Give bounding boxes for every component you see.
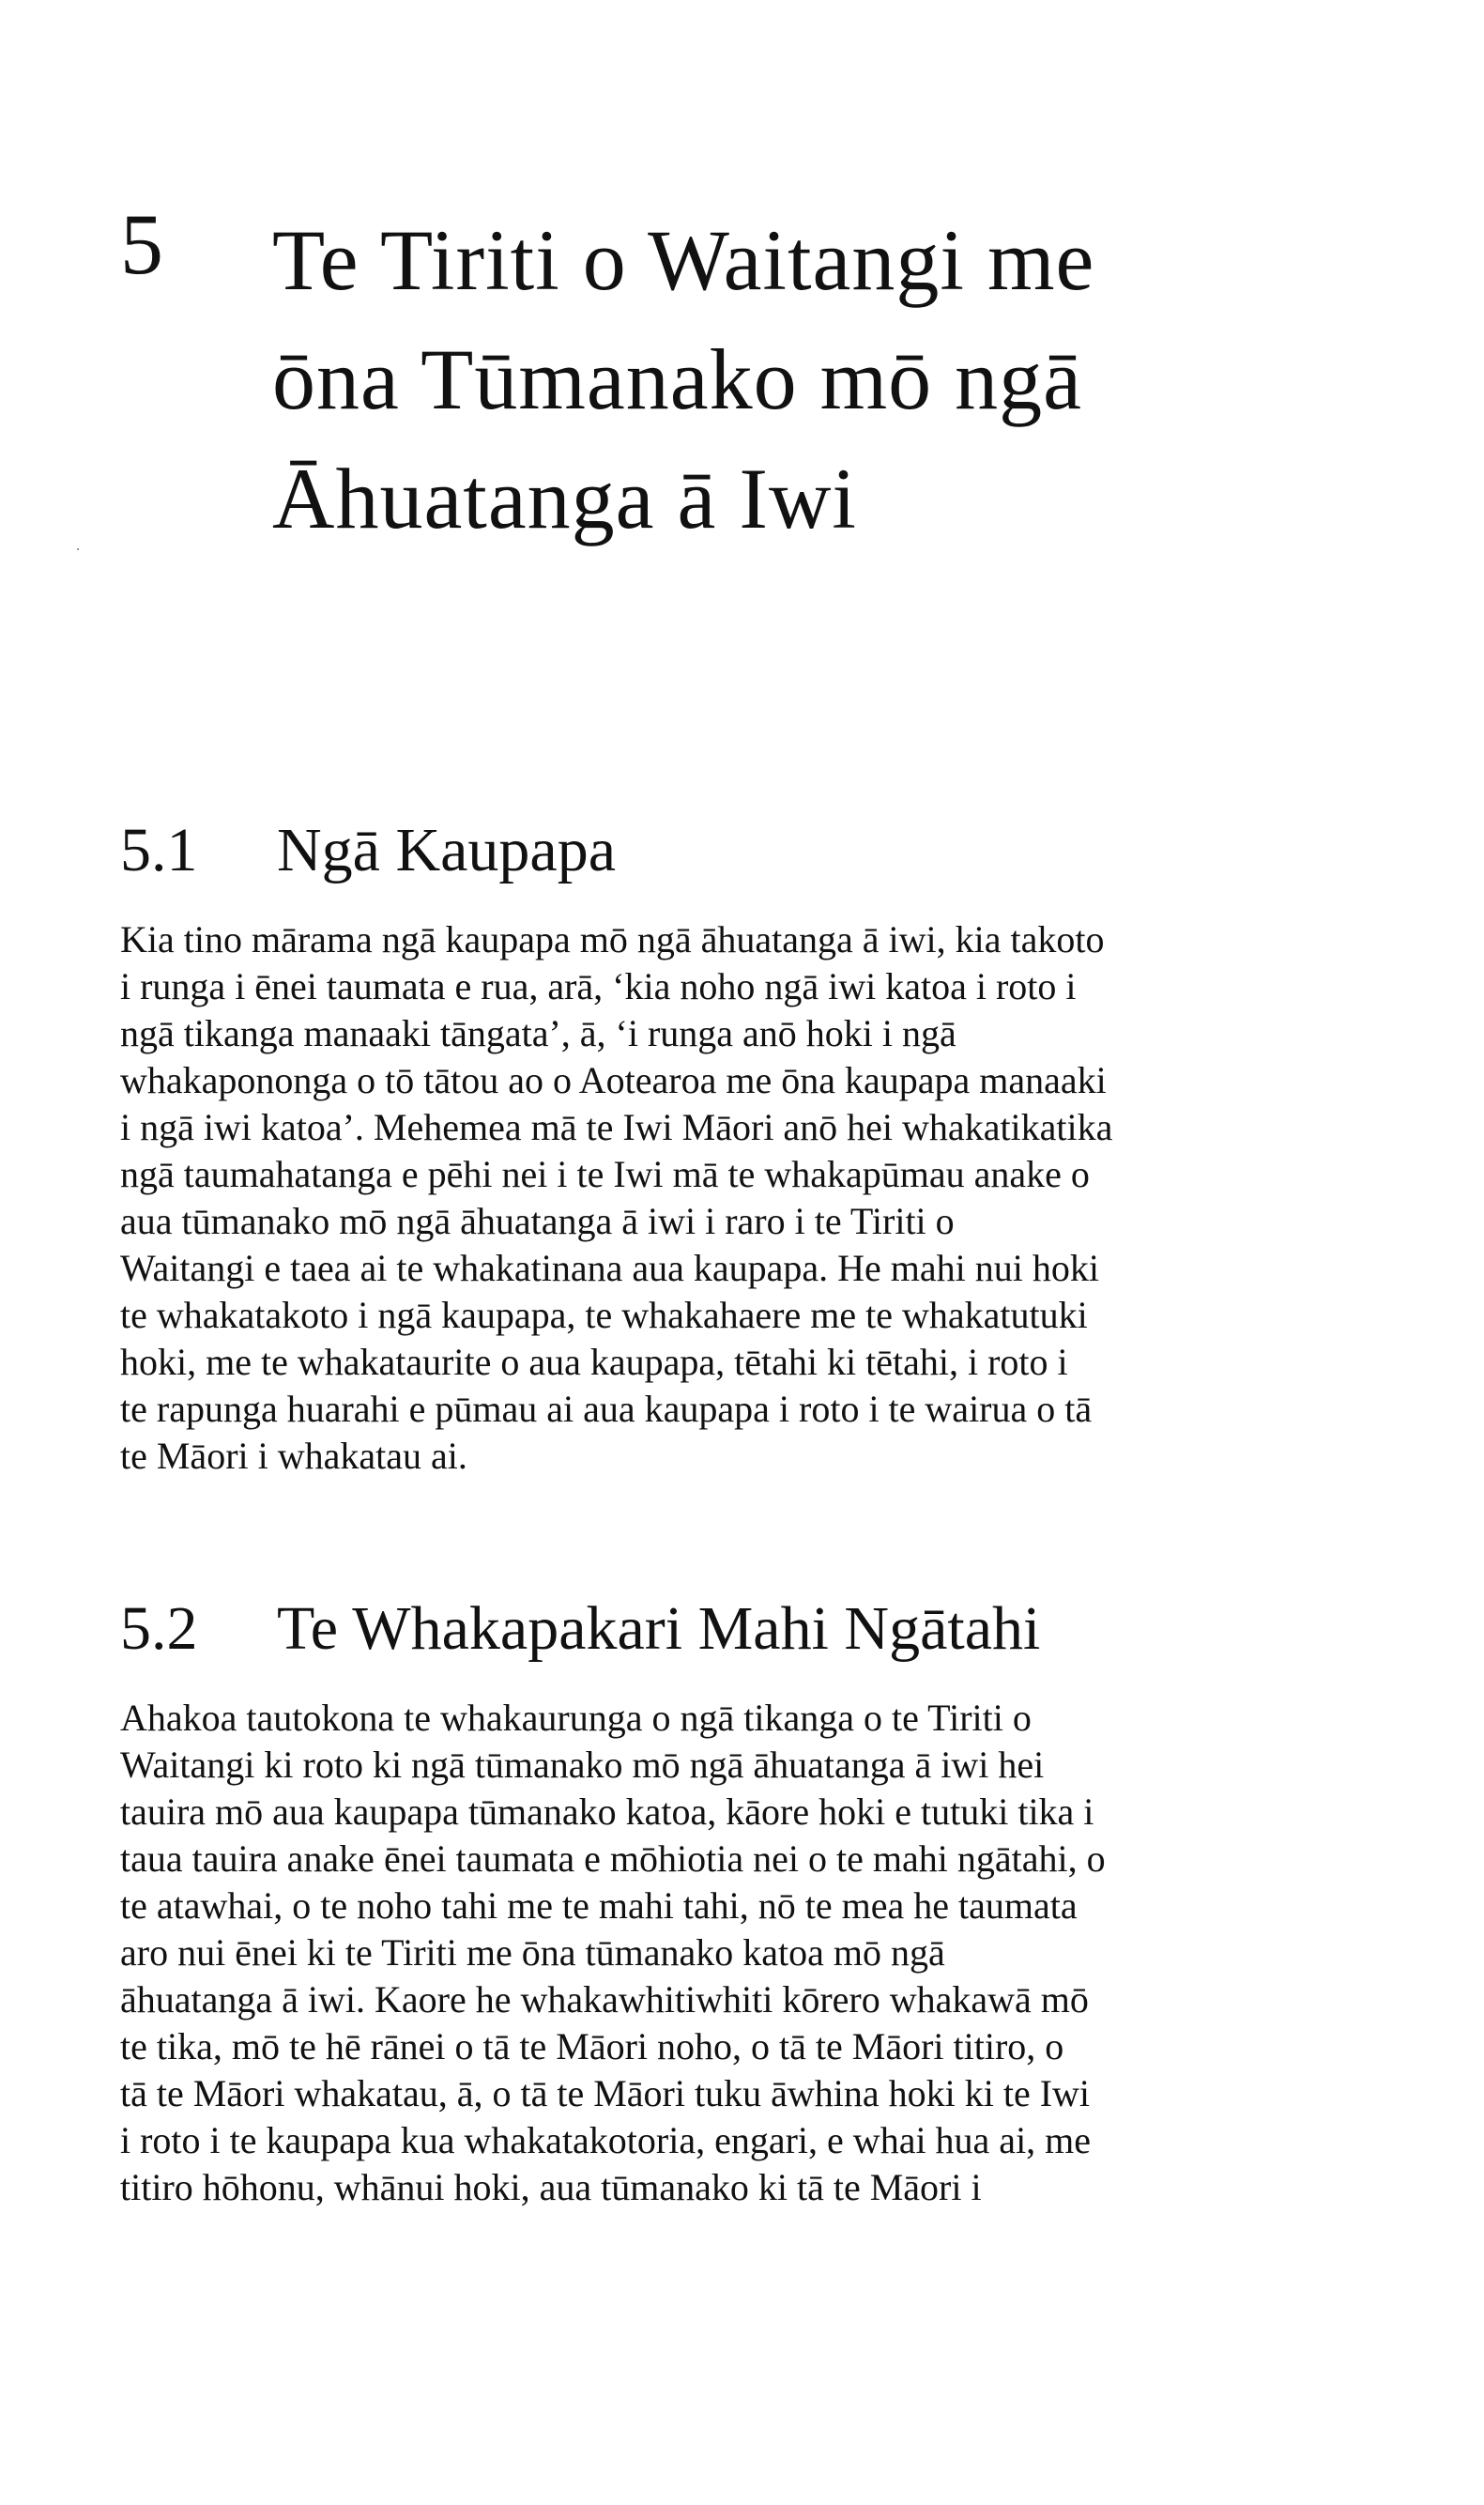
text-line: Waitangi ki roto ki ngā tūmanako mō ngā āhuatanga ā iwi hei: [120, 1744, 1045, 1786]
text-line: i runga i ēnei taumata e rua, arā, ‘kia noho ngā iwi katoa i roto i: [120, 965, 1077, 1007]
section-number: 5.2: [120, 1594, 198, 1663]
text-line: Ahakoa tautokona te whakaurunga o ngā tikanga o te Tiriti o: [120, 1697, 1032, 1739]
text-line: Kia tino mārama ngā kaupapa mō ngā āhuatanga ā iwi, kia takoto: [120, 918, 1105, 961]
text-line: Waitangi e taea ai te whakatinana aua kaupapa. He mahi nui hoki: [120, 1247, 1100, 1289]
chapter-title-line: Āhuatanga ā Iwi: [272, 451, 857, 546]
chapter-number: 5: [120, 196, 164, 292]
chapter-title: [272, 201, 1342, 559]
scan-speck: [77, 548, 79, 550]
text-line: ngā taumahatanga e pēhi nei i te Iwi mā te whakapūmau anake o: [120, 1153, 1090, 1195]
text-line: te atawhai, o te noho tahi me te mahi tahi, nō te mea he taumata: [120, 1884, 1078, 1927]
section-title: Te Whakapakari Mahi Ngātahi: [277, 1594, 1041, 1663]
text-line: te rapunga huarahi e pūmau ai aua kaupapa i roto i te wairua o tā: [120, 1388, 1093, 1430]
text-line: taua tauira anake ēnei taumata e mōhiotia nei o te mahi ngātahi, o: [120, 1837, 1106, 1880]
text-line: i roto i te kaupapa kua whakatakotoria, engari, e whai hua ai, me: [120, 2119, 1092, 2161]
text-line: ngā tikanga manaaki tāngata’, ā, ‘i runga anō hoki i ngā: [120, 1012, 956, 1054]
text-line: te Māori i whakatau ai.: [120, 1435, 467, 1477]
text-line: te whakatakoto i ngā kaupapa, te whakahaere me te whakatutuki: [120, 1294, 1088, 1336]
section-5-2-paragraph: [120, 1695, 1350, 2211]
text-line: te tika, mō te hē rānei o tā te Māori noho, o tā te Māori titiro, o: [120, 2025, 1064, 2067]
section-number: 5.1: [120, 816, 198, 884]
section-title: Ngā Kaupapa: [277, 816, 617, 884]
text-line: i ngā iwi katoa’. Mehemea mā te Iwi Māori anō hei whakatikatika: [120, 1106, 1113, 1148]
text-line: aua tūmanako mō ngā āhuatanga ā iwi i raro i te Tiriti o: [120, 1200, 955, 1242]
chapter-title-line: Te Tiriti o Waitangi me: [272, 212, 1095, 308]
text-line: titiro hōhonu, whānui hoki, aua tūmanako ki tā te Māori i: [120, 2166, 982, 2208]
text-line: āhuatanga ā iwi. Kaore he whakawhitiwhiti kōrero whakawā mō: [120, 1978, 1089, 2021]
text-line: tā te Māori whakatau, ā, o tā te Māori tuku āwhina hoki ki te Iwi: [120, 2072, 1091, 2114]
section-heading-5-2: [120, 1594, 1041, 1663]
text-line: tauira mō aua kaupapa tūmanako katoa, kāore hoki e tutuki tika i: [120, 1790, 1094, 1833]
text-line: whakapononga o tō tātou ao o Aotearoa me ōna kaupapa manaaki: [120, 1059, 1107, 1101]
section-5-1-paragraph: [120, 916, 1350, 1480]
text-line: hoki, me te whakataurite o aua kaupapa, tētahi ki tētahi, i roto i: [120, 1341, 1068, 1383]
chapter-title-line: ōna Tūmanako mō ngā: [272, 331, 1082, 427]
section-heading-5-1: [120, 816, 617, 884]
text-line: aro nui ēnei ki te Tiriti me ōna tūmanako katoa mō ngā: [120, 1931, 945, 1974]
